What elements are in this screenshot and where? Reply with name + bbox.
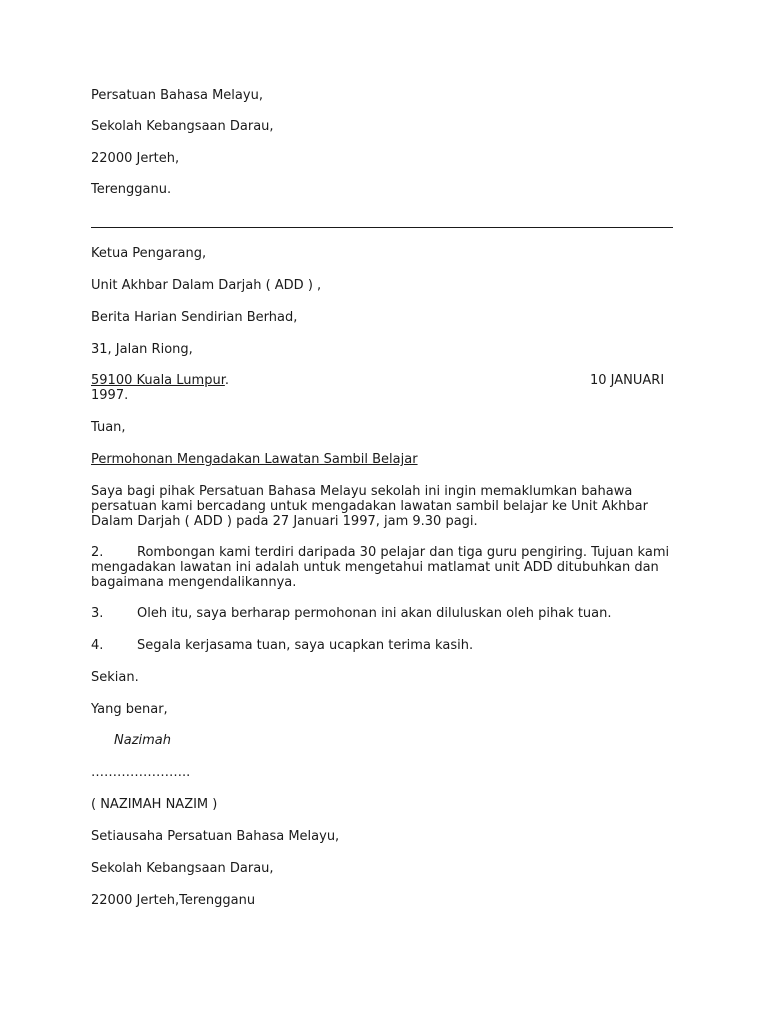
paragraph-number-2: 2. xyxy=(91,545,104,560)
body-paragraph-3 xyxy=(91,606,612,621)
recipient-line-2: Unit Akhbar Dalam Darjah ( ADD ) , xyxy=(91,278,322,293)
closing-sekian: Sekian. xyxy=(91,670,139,685)
letter-subject: Permohonan Mengadakan Lawatan Sambil Belajar xyxy=(91,452,418,467)
recipient-line-3: Berita Harian Sendirian Berhad, xyxy=(91,310,298,325)
recipient-line-1: Ketua Pengarang, xyxy=(91,246,207,261)
paragraph-number-3: 3. xyxy=(91,606,104,621)
body-paragraph-4-text: Segala kerjasama tuan, saya ucapkan terima kasih. xyxy=(137,638,474,653)
body-paragraph-4 xyxy=(91,638,473,653)
sender-line-1: Persatuan Bahasa Melayu, xyxy=(91,88,263,103)
recipient-city-line xyxy=(91,373,229,388)
body-paragraph-3-text: Oleh itu, saya berharap permohonan ini akan diluluskan oleh pihak tuan. xyxy=(137,606,612,621)
signatory-title-3: 22000 Jerteh,Terengganu xyxy=(91,893,256,908)
letter-date-part1: 10 JANUARI xyxy=(590,373,665,388)
sender-line-4: Terengganu. xyxy=(91,182,172,197)
recipient-line-4: 31, Jalan Riong, xyxy=(91,342,193,357)
body-paragraph-2 xyxy=(91,545,676,590)
recipient-city-suffix: . xyxy=(224,373,229,388)
salutation: Tuan, xyxy=(91,420,126,435)
signatory-title-2: Sekolah Kebangsaan Darau, xyxy=(91,861,274,876)
closing-yang-benar: Yang benar, xyxy=(91,702,168,717)
signatory-name: ( NAZIMAH NAZIM ) xyxy=(91,797,218,812)
signature: Nazimah xyxy=(114,733,171,748)
letter-date-part2: 1997. xyxy=(91,388,129,403)
recipient-city: 59100 Kuala Lumpur xyxy=(91,373,225,388)
sender-line-3: 22000 Jerteh, xyxy=(91,151,180,166)
sender-line-2: Sekolah Kebangsaan Darau, xyxy=(91,119,274,134)
signatory-title-1: Setiausaha Persatuan Bahasa Melayu, xyxy=(91,829,340,844)
body-paragraph-2-text: Rombongan kami terdiri daripada 30 pelajar dan tiga guru pengiring. Tujuan kami mengadakan lawatan ini adalah untuk mengetahui matlamat unit ADD ditubuhkan dan bagaimana mengendalikannya. xyxy=(91,545,670,590)
separator-rule xyxy=(91,227,673,228)
signature-dots: ………………….. xyxy=(91,765,191,780)
body-paragraph-1: Saya bagi pihak Persatuan Bahasa Melayu sekolah ini ingin memaklumkan bahawa persatuan kami bercadang untuk mengadakan lawatan sambil belajar ke Unit Akhbar Dalam Darjah ( ADD ) pada 27 Januari 1997, jam 9.30 pagi. xyxy=(91,484,648,529)
paragraph-number-4: 4. xyxy=(91,638,104,653)
